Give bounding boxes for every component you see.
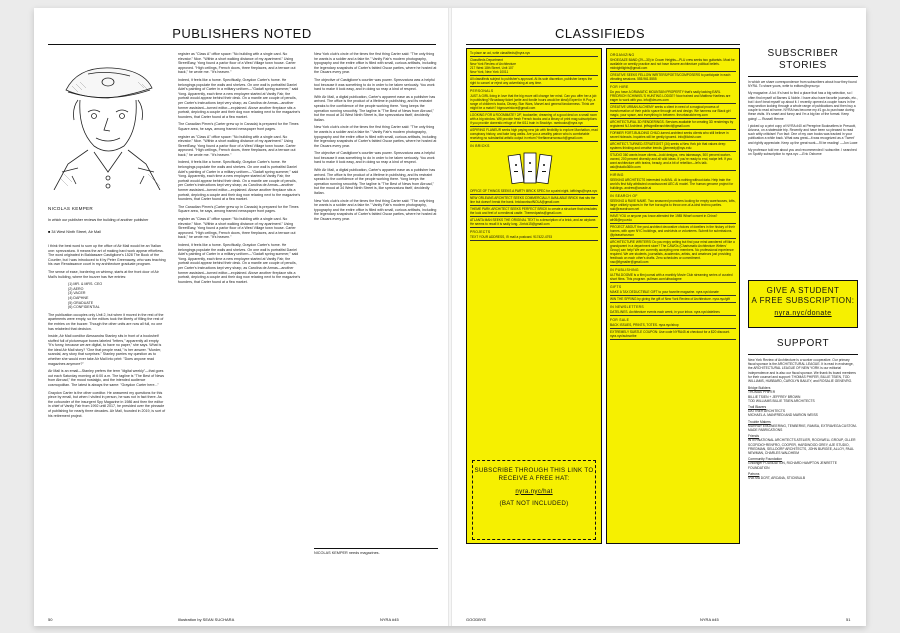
classified-entry: BACK ISSUES, PRINTS, TOTES. nyra.nyc/shop xyxy=(610,323,736,329)
classified-entry: FORMER FORT-BUILDING CHILD-turned-architect seeks clients who still believe in secret hideouts. Inquiries will be gently ignored. info@ilcbsh.com xyxy=(610,131,736,141)
footer-magazine-right: NYRA #45 xyxy=(700,617,719,622)
classified-entry: JUST A GIRL living in love that the big move will change her mind. Can you offer her a job in publishing? Broadway ticket (write and fondle hours would be ideal) Expert in H.Pop, a range of children's books, Disney, Star Wars, Marvel and general fandomness. Think we might be a match? bigmoveinlove@gmail.com xyxy=(470,94,597,110)
article-paragraph: Indeed, it feels like a home. Specifically, Graydon Carter's home. He belongings populate the walls and shelves. On one wall is portraitist Daniel Adel's painting of Carter in a military uniform—"Gadafi spring summer," said Yong. Apparently, each time a new employee started at Vanity Fair, the portrait would appear behind their desk. On a mantle are couple of pencils, per Carter's instructions kept very sharp, as Carolina de Armas—another former assistant—turned editor—explained. Above another fireplace sits a portrait, depicting a couple and their dog now relaxing next to the magazine's founders, that Carter found at a flea market. xyxy=(178,160,301,202)
footer-magazine-left: NYRA #45 xyxy=(380,617,399,622)
support-group-heading: Bridge Builders xyxy=(748,386,771,391)
article-column-3 xyxy=(314,52,438,538)
classified-entry: MAKE A TAX DEDUCTIBLE GIFT to your favorite magazine. nyra.nyc/donate xyxy=(610,290,736,296)
article-paragraph: Indeed, it feels like a home. Specifically, Graydon Carter's home. He belongings populate the walls and shelves. On one wall is portraitist Daniel Adel's painting of Carter in a military uniform—"Gadafi spring summer," said Yong. Apparently, each time a new employee started at Vanity Fair, the portrait would appear behind their desk. On a mantle are couple of pencils, per Carter's instructions kept very sharp, as Carolina de Armas—another former assistant—turned editor—explained. Above another fireplace sits a portrait, depicting a couple and their dog now relaxing next to the magazine's founders, that Carter found at a flea market. xyxy=(178,242,301,284)
donate-link[interactable]: nyra.nyc/donate xyxy=(774,310,832,317)
classified-entry: TEXT YOUR ADDRESS, I'll mail a postcard. 917422-4793 xyxy=(470,235,598,241)
magazine-spread xyxy=(34,8,866,626)
classified-entry: Do you have A DRAMATIC MOUNTAIN PROPERTY that's sadly lacking EARL FREDRICH SCHINKEL'S HUNTING LODGE? Now trained and Matthew Hartless are eager to work with you. info@dm-ms.com xyxy=(610,90,736,104)
right-page xyxy=(450,8,866,626)
classified-entry: PROJECT ABOUT the post-architect decorative choices of dwellers in the history of their homes, with open NYC buildings, and archivists or volunteers. Submit for submissions. @pleasehosmon xyxy=(610,225,735,237)
article-paragraph: I think the best word to sum up the office of Air Mail would be an 'Italian one: sprezzatura. It means the art of making hard work appear effortless. The word originated in Baldassare Castiglione's 1528 The Book of the Courtier, but I was introduced to it by Peter Greenaway, who was teaching his own Renaissance court in my architecture graduate program. xyxy=(48,244,166,267)
support-line: DATTNER ARCHITECTS xyxy=(748,409,786,414)
classified-category: ORGANIZING xyxy=(610,53,635,57)
classified-entry: ASPIRING FLANEUR seeks high paying new job with flexibility to explore Manhattan, read conspiracy history, and take long walks. Are you a wealthy patron who is comfortable receiving no substantial artistic output in return? theflaneurnonsuch@gmail.com xyxy=(470,128,598,140)
article-paragraph: With Air Mail, a digital publication, Carter's apparent ease as a publisher has arrived. The office is the product of a lifetime in publishing, and its restraint speaks to the confidence of the people working there. Yong keeps the operation running smoothly. The tagline is "The Best of News from Abroad," but the mood at 34 West Ninth Street is, like sprezzatura itself, decidedly Italian. xyxy=(314,94,436,122)
article-column-2 xyxy=(178,52,302,544)
article-paragraph: The Canadian Pimm's (Carter grew up in Canada) is prepared for the Times Square area, he says, among framed newspaper front pages. xyxy=(178,122,299,131)
classified-category: HIRING xyxy=(610,173,624,177)
free-hat-promo xyxy=(472,460,596,540)
classified-entry: ULTRA DOGME is a film journal with a monthly Movie Club streaming series of curated short films. This program. pullman.com/ultradogme xyxy=(610,273,736,283)
classified-entry: CREATIVE URBAN ALCHEMY seeks a client in need of a magical process of transformation of their public space through art and design. We harness our Black girl magic, your space, and everything in between. theurbanalchemy.com xyxy=(610,105,736,119)
free-hat-link[interactable]: nyra.nyc/hat xyxy=(515,487,553,495)
subscriber-rule xyxy=(748,76,858,77)
classified-entry: ARCHITECTURAL 3D RENDERINGS. Services available for creating 3D renderings by registered NJ Architect. jeffsigmillerarchitect@gmail.com xyxy=(610,120,736,130)
buzzer-item: (4) DAPHNE xyxy=(68,295,89,300)
article-paragraph: register as "Class A" office space: "No building with a single card. No elevator." Nice. "Within a short walking distance of my apartment." Using StreetEasy, Yong found a parlor floor of a West Village town house. Carter approved. "High ceilings, French doors, three fireplaces, and a terrace out back," he wrote me. "It's heaven." xyxy=(178,217,296,240)
support-line: BILLIE TSIEN + JEFFREY BROWN xyxy=(748,394,801,399)
subscriber-intro: In which we share correspondence from subscribers about how they found NYRA. To share yours, write to editors@nyra.nyc xyxy=(748,80,857,89)
footer-goodbye: GOODBYE xyxy=(466,617,487,622)
classified-entry: STUDIO 360 wants brave clients—bold designs, new takeaways, 500 percent worker-owned, 200 percent diversity and all wild ideas. If you're ready to end, swipe left. If you want architecture with brains, beauty, and a bit of rebellion—let's talk. ask@studio360x.com xyxy=(610,153,736,171)
support-line: TOD WILLIAMS BILLIE TSIEN ARCHITECTS xyxy=(748,398,815,403)
classified-entry: ARCHITECT-TURNED-STRATEGIST (34) seeks a New York job that values deep systems thinking and creative trends. jjkennedy@nyu.edu xyxy=(610,142,736,152)
left-page xyxy=(34,8,450,626)
classified-header: To place an ad, write classifieds@nyra.nyc xyxy=(470,51,598,57)
support-body xyxy=(748,358,858,544)
article-column-1 xyxy=(48,244,166,544)
classified-entry: All classifieds subject to publisher's approval. At its sole discretion, publisher keeps the right to cancel or reject any advertising at any time. xyxy=(470,77,598,87)
subscriber-letter: My professor told me about you and recommended I subscribe. I searched on Spotify subscription to nyra.nyc —Eric Osborne xyxy=(748,147,857,157)
subscriber-stories-title: SUBSCRIBER STORIES xyxy=(767,48,839,71)
byline: NICOLAS KEMPER xyxy=(48,206,94,211)
article-paragraph: Graydon Carter is the other coeditor. He answered my questions for this piece by email, but when I visited in person, he was not in fact there. As the cofounder of the insurgent Spy Magazine in 1986 and then the editor in chief of Vanity Fair from 1992 until 2017, he presided over the pinnacle of publishing for nearly three decades. Air Mail, founded in 2019, is sort of his retirement project. xyxy=(48,390,166,418)
support-line: MURRAY ENGINEERING, TENBERKE, RAMSA, EXTRAVEGA CUSTOM-MADE FABRICATIONS xyxy=(748,423,857,433)
classified-entry: LOOKING FOR A ROOMMATE? 2/F, bookseller, dreaming of a good deal on a small room with a big window. Will provide fresh French books and a library of print mag subscriptions if you provide domestic refuge of the 6/11 train in Brooklyn. rambooks@nyra.nyc xyxy=(470,113,597,125)
classified-entry: DATELINES. Architecture events each week, in your inbox. nyra.nyc/datelines xyxy=(610,310,736,316)
page-number-right: 51 xyxy=(846,617,851,622)
subscriber-letter: My magazine. A lot. It's hard to find a place that has a big selection, so I often find myself at Barnes & Noble. I have also have favorite journals, etc., but I don't beat myself up about it. I recently opened a couple hours in the mag section looking through a whole range of publications and then buy a couple to read at home. NYRA has become my #1 go-to purchase during these visits. It's smart and funny and I'm a big fan of the format. Keep going! — Russell Henne xyxy=(748,91,858,121)
classified-category: PERSONALS xyxy=(470,89,494,93)
contributor-note: NICOLAS KEMPER needs magazines. xyxy=(314,551,380,555)
classified-entry: 217 West 18th Street, Unit 107 xyxy=(470,66,514,70)
classified-category: PROJECTS xyxy=(470,230,491,234)
article-paragraph: Air Mail is an email—Stanley prefers the term "digital weekly"—that goes out each Saturday morning at 6:00 a.m. The tagline is "The Best of News from Abroad," the mood nostalgic, and the intended audience cosmopolitan. The latest is always the same: "Graydon Carter here..." xyxy=(48,369,165,388)
support-group-heading: Friends xyxy=(748,434,759,439)
classified-entry: New York Review of Architecture xyxy=(470,62,517,66)
classified-category: IN BRICKS xyxy=(470,144,490,148)
classified-category: GIFTS xyxy=(610,285,622,289)
classified-entry: ATLANTA MAN SEEKS THE ORIGINAL TEXT to a description of a brick, and an airplane. He seems to recall it is sadly long. J.brick15@gmail.com xyxy=(470,218,597,226)
support-group-heading: Trail Blazers xyxy=(748,405,767,410)
free-hat-text: SUBSCRIBE THROUGH THIS LINK TO RECEIVE A FREE HAT: xyxy=(474,467,594,482)
classified-category: FOR HIRE xyxy=(610,85,629,89)
article-paragraph: Inside, Air Mail coeditor Alessandra Stanley sits in front of a bookshelf stuffed full of picturesque boxes labeled "letters," apparently all empty. "It's funny, because we are digital, to have no paper," she says. What is the ideal Air Mail story? "One that people read," is her answer. "Murder, scandal, any story that surprises." Stanley parries my question as to whether she would ever take Air Mail into print: "Does anyone read magazines anymore?" xyxy=(48,334,162,366)
give-subscription-box xyxy=(748,280,858,328)
bricks-illustration xyxy=(470,149,598,189)
support-title: SUPPORT xyxy=(776,338,830,349)
article-paragraph: New York club's circle of the times the first thing Carter said: "The only thing he wants is a soldier and a fake tie." Vanity Fair's modern photography, typography and the entire office is filled with small, curious artifacts, including the legendary snapshots of Carter's fabled Oscar parties, where he hosted at the Oscars every year. xyxy=(314,198,437,221)
article-paragraph: The sense of ease, bordering on whimsy, starts at the front door of Air Mail's building, where the buzzer has five entries: xyxy=(48,269,159,279)
subscriber-letter: I picked up a print copy of NYRA #40 at Peregrine Booksellers in Prescott, Arizona, on a statewide trip. Recently and have been so pleased to read such witty criticism! Fun fact: One of my own books was tracked in your publication a while back. What was great—it was recognized as a 'Tweet' and rightly appreciate. Keep up the great work—I'll be reading! —Jon Lowe xyxy=(748,123,858,145)
support-line: Ghidinger FOUNDATION, RICHARD HAMPTON JENRETTE FOUNDATION xyxy=(748,461,837,470)
classified-entry: OFFICE OF THINGS SEEKS A PARTY BRICK SPEC for a paint night. iofthings@nyra.nyc xyxy=(470,189,598,193)
classified-category: IN NEWSLETTERS xyxy=(610,305,644,309)
classified-entry: HAVE YOU or anyone you know attended the 1985 Wharf concert in China? afr05@nyu.edu xyxy=(610,214,736,224)
page-number-left: 50 xyxy=(48,617,53,622)
article-paragraph: New York club's circle of the times the first thing Carter said: "The only thing he wants is a soldier and a fake tie." Vanity Fair's modern photography, typography and the entire office is filled with small, curious artifacts, including the legendary snapshots of Carter's fabled Oscar parties, where he hosted at the Oscars every year. xyxy=(314,52,437,75)
classified-entry: WIN THE SPRING by giving the gift of New York Review of Architecture. nyra.nyc/gift xyxy=(610,297,736,303)
article-paragraph: With Air Mail, a digital publication, Carter's apparent ease as a publisher has arrived. The office is the product of a lifetime in publishing, and its restraint speaks to the confidence of the people working there. Yong keeps the operation running smoothly. The tagline is "The Best of News from Abroad," but the mood at 34 West Ninth Street is, like sprezzatura itself, decidedly Italian. xyxy=(314,168,436,196)
buzzer-list xyxy=(68,282,166,310)
article-dek: In which our publisher reviews the building of another publisher xyxy=(48,218,149,222)
support-line: INTERNATIONAL ARCHITECTS ATELIER, ROCKWELL GROUP, OLLER SCOFIDIO+RENFRO, COOPER, HARDWOOD GREY, AJE STUDIO, FRIEDMAN, SELLDORF ARCHITECTS, JOHN BURGEE, ALLOY, PAUL NEWMAN, CHARLES WALDHEIM xyxy=(748,438,856,456)
contributor-rule xyxy=(314,548,438,549)
article-paragraph: Indeed, it feels like a home. Specifically, Graydon Carter's home. He belongings populate the walls and shelves. On one wall is portraitist Daniel Adel's painting of Carter in a military uniform—"Gadafi spring summer," said Yong. Apparently, each time a new employee started at Vanity Fair, the portrait would appear behind their desk. On a mantle are couple of pencils, per Carter's instructions kept very sharp, as Carolina de Armas—another former assistant—turned editor—explained. Above another fireplace sits a portrait, depicting a couple and their dog now relaxing next to the magazine's founders, that Carter found at a flea market. xyxy=(178,77,301,119)
support-line: THOMAS PHIFER xyxy=(748,390,776,395)
support-group-heading: Trouble Makers xyxy=(748,419,771,424)
article-paragraph: register as "Class A" office space: "No building with a single card. No elevator." Nice. "Within a short walking distance of my apartment." Using StreetEasy, Yong found a parlor floor of a West Village town house. Carter approved. "High ceilings, French doors, three fireplaces, and a terrace out back," he wrote me. "It's heaven." xyxy=(178,52,296,75)
support-line: SVA MA DCRT, ARCANA, STICKBULB xyxy=(748,476,806,481)
give-line-2: A FREE SUBSCRIPTION: xyxy=(751,296,855,305)
classified-entry: CREATIVE SEEKS FELLOW WRITERS/POETS/COMPOSERS to participate in each vibrating sessions. 555.961.5555 xyxy=(610,73,736,83)
classified-entry: THEME PARK ARCHITECT SEEKS PERFECT BRICK to create a structure that simulates the look and feel of a medieval castle. Themedparks@gmail.com xyxy=(470,207,598,215)
classified-entry: ARCHITECTURE WRITERS! Do you enjoy writing but find your mind wandered off like a grandparent in a department store? The CAWGs (Charismatic Architecture Writers' Group) can help! We are currently accepting new members. No professional experience required. We are students, journalists, academics, artists, and amateurs just providing feedback on each other's drafts. Zero schedules or commitment. nao@figmailer@gmail.com xyxy=(610,240,735,264)
subscriber-stories-body xyxy=(748,80,858,274)
classified-entry: New York, New York 10011 xyxy=(470,70,598,76)
header-rule xyxy=(48,44,436,45)
buzzer-item: (5) GRADUATE xyxy=(68,300,94,305)
buzzer-item: (3) VACER xyxy=(68,291,86,296)
support-intro: New York Review of Architecture is a worker cooperative. Our primary fiscal sponsor is the ARCHITECTURAL LEAGUE. It is read in exchange, the ARCHITECTURAL LEAGUE OF NEW YORK is our editorial independence and is also our fiscal sponsor. We thank its board members for their counsel and support: THOMAS PHIFER, BILLIE TSIEN, TOD WILLIAMS, HUBBARD, CAROLYN BAILEY, and ROSALIE GENEVRO. xyxy=(748,358,856,384)
support-line: MICHAEL A. MANFREDI AND MARION WEISS xyxy=(748,413,818,418)
free-hat-disclaimer: (BAT NOT INCLUDED) xyxy=(499,500,569,508)
classified-entry: NEW ORLEANS ARCHITECT SEEKS COMMERCIALLY AVAILABLE BRICK that sits the line but doesn't break the bank. brickworksofNOLA@gmail.com xyxy=(470,196,598,206)
portrait-sketch xyxy=(48,60,166,190)
buzzer-item: (2) AERO xyxy=(68,286,84,291)
section-title-classifieds: CLASSIFIEDS xyxy=(554,26,646,41)
section-title-publishers-noted: PUBLISHERS NOTED xyxy=(172,26,312,41)
buzzer-item: (1) MR. & MRS. CEO xyxy=(68,282,103,287)
classified-entry: EXTREMELY SUBTLE COUPON: Use code NYRA45 at checkout for a $20 discount. nyra.nyc/subscribe xyxy=(610,330,736,340)
article-paragraph: The Canadian Pimm's (Carter grew up in Canada) is prepared for the Times Square area, he says, among framed newspaper front pages. xyxy=(178,204,299,214)
article-paragraph: The objective of Castiglione's courtier was power. Sprezzatura was a helpful tool because it was something to do in order to be taken seriously. You work hard to make it look easy, and in doing so reap a kind of respect. xyxy=(314,151,435,165)
support-group-heading: Patrons xyxy=(748,471,760,476)
classified-category: FOR SALE xyxy=(610,318,630,322)
classified-entry: SHOEGAZE BAND (29—30) in Crown Heights—PLU crew seeks two guitarists. Must be available on weekly practice and not have bizarre architecture political beliefs. midnightlights@gmail.com xyxy=(610,58,735,70)
classified-entry: SEEKING A RAVE NAME. Two seasoned promoters looking for empty warehouses, lofts, large unlikely spaces in the five boroughs to throw one-of-a-kind techno parties. raid@ravedroom.net xyxy=(610,199,736,211)
article-address: ■ 34 West Ninth Street, Air Mail xyxy=(48,230,101,234)
give-line-1: GIVE A STUDENT xyxy=(766,286,840,295)
classified-entry: Classifieds Department xyxy=(470,58,503,62)
article-paragraph: The publication occupies only Unit 2, but when it moved in the rest of the apartments were empty, so the editors took the liberty of filling the rest of the entries on the buzzer. Though the other units are now all full, no one has relabeled that decision. xyxy=(48,312,164,331)
illustration-graydon-carter xyxy=(48,60,166,190)
classified-entry: SEEKING ARCHITECTS interested in AI/ML. AI is nothing without data. Help train the world's first fully attributed crowdsourced AEC AI model. The human genome project for buildings. andrew@arcade.ai xyxy=(610,178,736,192)
article-paragraph: register as "Class A" office space: "No building with a single card. No elevator." Nice. "Within a short walking distance of my apartment." Using StreetEasy, Yong found a parlor floor of a West Village town house. Carter approved. "High ceilings, French doors, three fireplaces, and a terrace out back," he wrote me. "It's heaven." xyxy=(178,134,296,157)
classified-category: IN SEARCH OF xyxy=(610,194,638,198)
classifieds-column-b xyxy=(606,48,740,544)
buzzer-item: (6) CONFIDENTIAL xyxy=(68,305,100,310)
illustration-credit: Illustration by SEAN SUCHARA xyxy=(178,617,235,622)
bricks-icon xyxy=(470,149,596,189)
header-rule-right xyxy=(466,44,740,45)
support-group-heading: Community Foundation xyxy=(748,457,783,462)
article-paragraph: New York club's circle of the times the first thing Carter said: "The only thing he wants is a soldier and a fake tie." Vanity Fair's modern photography, typography and the entire office is filled with small, curious artifacts, including the legendary snapshots of Carter's fabled Oscar parties, where he hosted at the Oscars every year. xyxy=(314,125,437,148)
article-paragraph: The objective of Castiglione's courtier was power. Sprezzatura was a helpful tool because it was something to do in order to be taken seriously. You work hard to make it look easy, and in doing so reap a kind of respect. xyxy=(314,77,435,92)
support-rule xyxy=(748,354,858,355)
classified-category: IN PUBLISHING xyxy=(610,268,639,272)
